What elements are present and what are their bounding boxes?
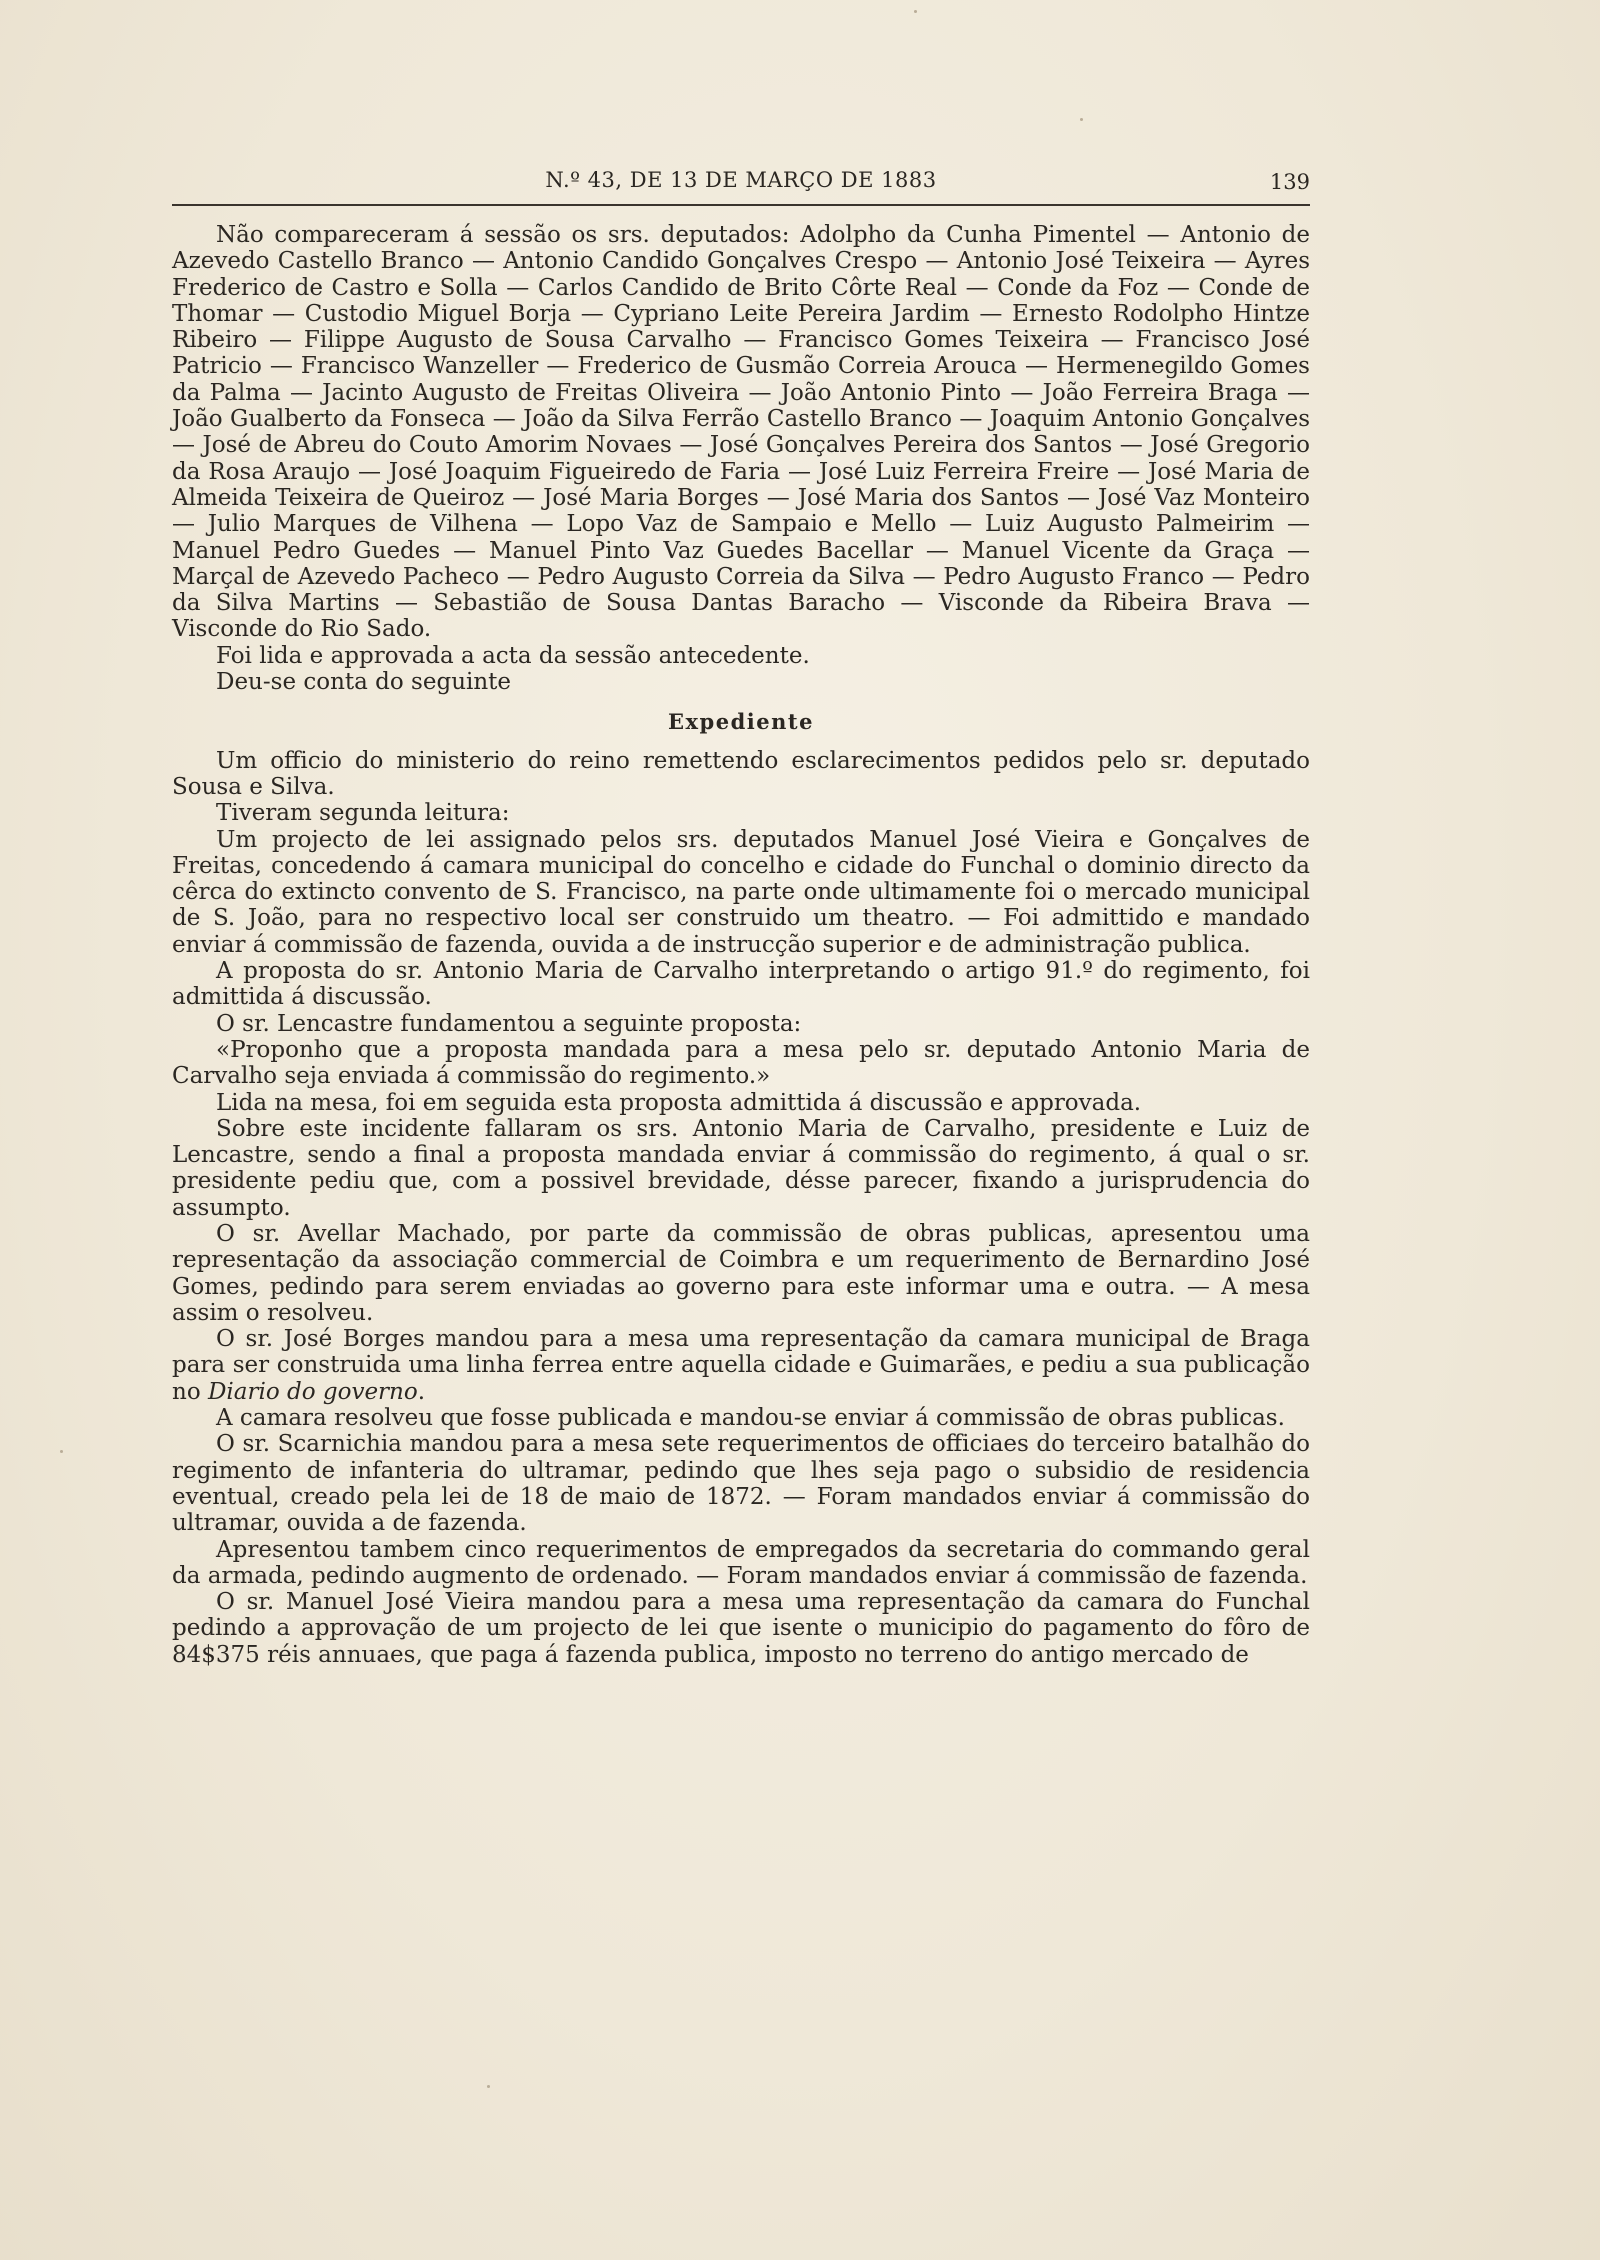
deu-se-conta-paragraph: Deu-se conta do seguinte (216, 669, 512, 696)
lencastre-paragraph: O sr. Lencastre fundamentou a seguinte proposta: (216, 1010, 802, 1037)
header-rule (172, 204, 1310, 206)
cinco-requerimentos-paragraph: Apresentou tambem cinco requerimentos de empregados da secretaria do commando geral da armada, pedindo augmento de ordenado. — Foram mandados enviar á commissão de fazenda. (172, 1536, 1310, 1589)
lida-na-mesa-paragraph: Lida na mesa, foi em seguida esta proposta admittida á discussão e approvada. (216, 1089, 1142, 1116)
page-header (172, 168, 1310, 208)
proposta-carvalho-paragraph: A proposta do sr. Antonio Maria de Carvalho interpretando o artigo 91.º do regimento, foi admittida á discussão. (172, 958, 1310, 1011)
acta-paragraph: Foi lida e approvada a acta da sessão antecedente. (216, 642, 810, 669)
section-heading-expediente: Expediente (668, 709, 814, 735)
segunda-leitura-paragraph: Tiveram segunda leitura: (216, 800, 510, 827)
borges-text-end: . (417, 1378, 426, 1405)
jose-borges-paragraph (172, 1326, 1310, 1405)
scarnichia-paragraph: O sr. Scarnichia mandou para a mesa sete requerimentos de officiaes do terceiro batalhão do regimento de infanteria do ultramar, pedindo que lhes seja pago o subsidio de residencia eventual, creado pela lei de 18 de maio de 1872. — Foram mandados enviar á commissão do ultramar, ouvida a de fazenda. (172, 1431, 1310, 1537)
paper-speck (60, 1450, 63, 1453)
diario-governo-title: Diario do governo (207, 1378, 418, 1405)
projecto-lei-paragraph: Um projecto de lei assignado pelos srs. deputados Manuel José Vieira e Gonçalves de Freitas, concedendo á camara municipal do concelho e cidade do Funchal o dominio directo da cêrca do extincto convento de S. Francisco, na parte onde ultimamente foi o mercado municipal de S. João, para no respectivo local ser construido um theatro. — Foi admittido e mandado enviar á commissão de fazenda, ouvida a de instrucção superior e de administração publica. (172, 826, 1310, 958)
paper-speck (914, 10, 917, 13)
paper-speck (487, 2085, 490, 2088)
document-body (172, 222, 1310, 1668)
incidente-paragraph: Sobre este incidente fallaram os srs. Antonio Maria de Carvalho, presidente e Luiz de Lencastre, sendo a final a proposta mandada enviar á commissão do regimento, á qual o sr. presidente pediu que, com a possivel brevidade, désse parecer, fixando a jurisprudencia do assumpto. (172, 1115, 1310, 1221)
page-number: 139 (1269, 170, 1310, 194)
paper-speck (1080, 118, 1083, 121)
absent-deputies-paragraph: Não compareceram á sessão os srs. deputados: Adolpho da Cunha Pimentel — Antonio de Azevedo Castello Branco — Antonio Candido Gonçalves Crespo — Antonio José Teixeira — Ayres Frederico de Castro e Solla — Carlos Candido de Brito Côrte Real — Conde da Foz — Conde de Thomar — Custodio Miguel Borja — Cypriano Leite Pereira Jardim — Ernesto Rodolpho Hintze Ribeiro — Filippe Augusto de Sousa Carvalho — Francisco Gomes Teixeira — Francisco José Patricio — Francisco Wanzeller — Frederico de Gusmão Correia Arouca — Hermenegildo Gomes da Palma — Jacinto Augusto de Freitas Oliveira — João Antonio Pinto — João Ferreira Braga — João Gualberto da Fonseca — João da Silva Ferrão Castello Branco — Joaquim Antonio Gonçalves — José de Abreu do Couto Amorim Novaes — José Gonçalves Pereira dos Santos — José Gregorio da Rosa Araujo — José Joaquim Figueiredo de Faria — José Luiz Ferreira Freire — José Maria de Almeida Teixeira de Queiroz — José Maria Borges — José Maria dos Santos — José Vaz Monteiro — Julio Marques de Vilhena — Lopo Vaz de Sampaio e Mello — Luiz Augusto Palmeirim — Manuel Pedro Guedes — Manuel Pinto Vaz Guedes Bacellar — Manuel Vicente da Graça — Marçal de Azevedo Pacheco — Pedro Augusto Correia da Silva — Pedro Augusto Franco — Pedro da Silva Martins — Sebastião de Sousa Dantas Baracho — Visconde da Ribeira Brava — Visconde do Rio Sado. (172, 222, 1310, 643)
manuel-jose-vieira-paragraph: O sr. Manuel José Vieira mandou para a mesa uma representação da camara do Funchal pedindo a approvação de um projecto de lei que isente o municipio do pagamento do fôro de 84$375 réis annuaes, que paga á fazenda publica, imposto no terreno do antigo mercado de (172, 1589, 1310, 1668)
issue-title: N.º 43, DE 13 DE MARÇO DE 1883 (545, 168, 937, 192)
avellar-machado-paragraph: O sr. Avellar Machado, por parte da commissão de obras publicas, apresentou uma representação da associação commercial de Coimbra e um requerimento de Bernardino José Gomes, pedindo para serem enviadas ao governo para este informar uma e outra. — A mesa assim o resolveu. (172, 1220, 1310, 1326)
proposal-quote-paragraph: «Proponho que a proposta mandada para a mesa pelo sr. deputado Antonio Maria de Carvalho seja enviada á commissão do regimento.» (172, 1036, 1310, 1090)
camara-resolveu-paragraph: A camara resolveu que fosse publicada e mandou-se enviar á commissão de obras publicas. (216, 1405, 1285, 1432)
borges-text: O sr. José Borges mandou para a mesa uma representação da camara municipal de Braga para ser construida uma linha ferrea entre aquella cidade e Guimarães, e pediu a sua publicação no (172, 1326, 1310, 1405)
officio-paragraph: Um officio do ministerio do reino remettendo esclarecimentos pedidos pelo sr. deputado Sousa e Silva. (172, 747, 1310, 800)
